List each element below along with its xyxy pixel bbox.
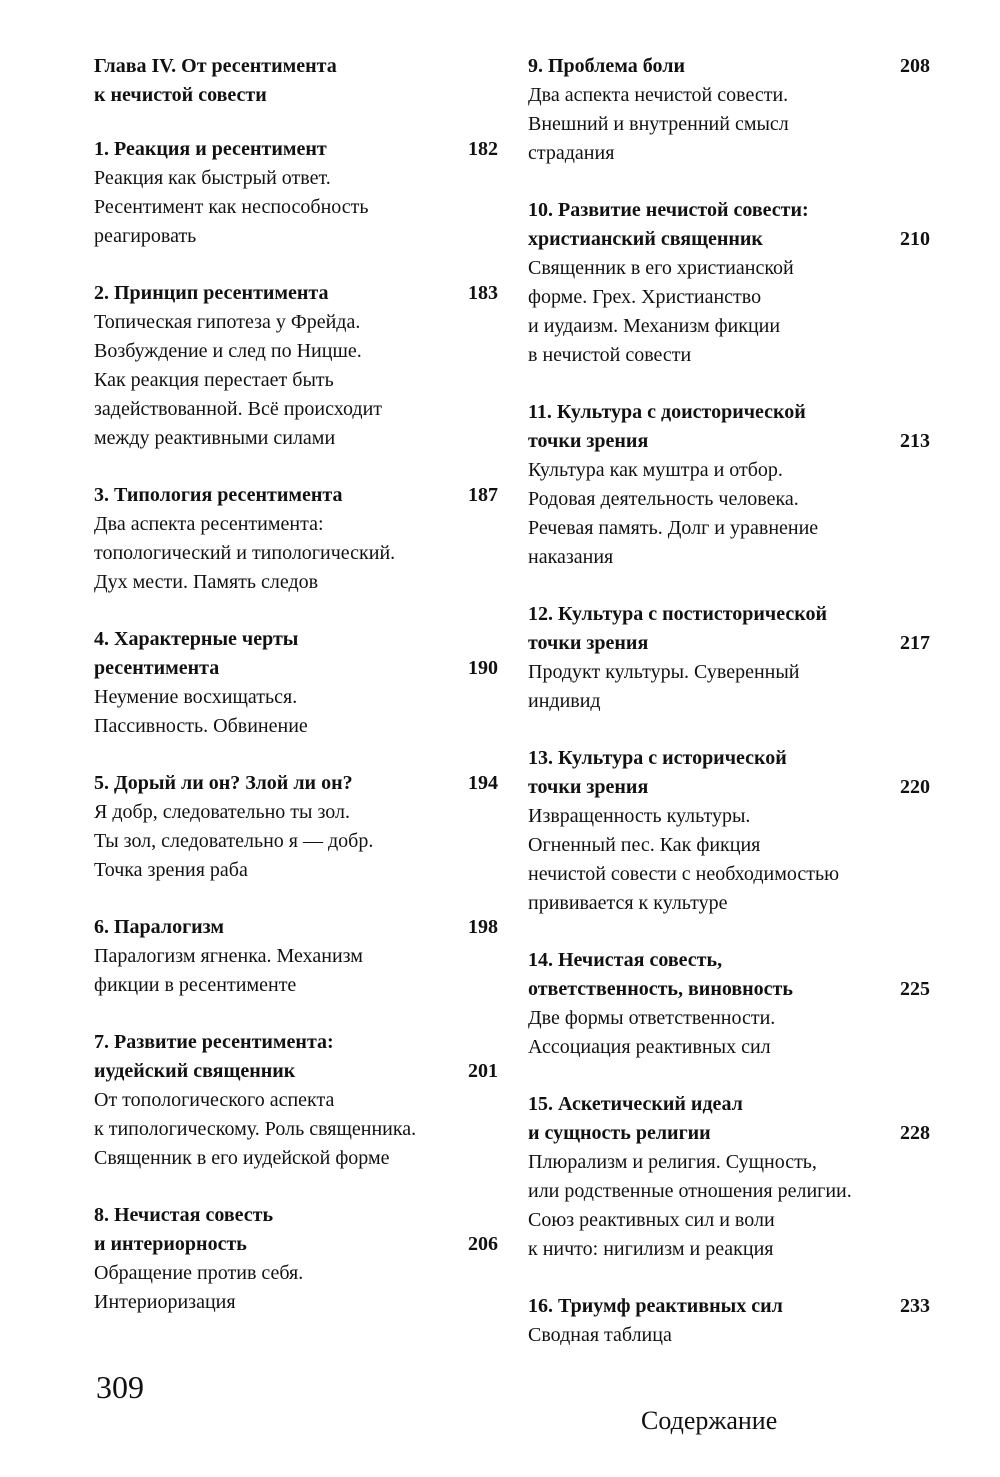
toc-entry-description-line: Паралогизм ягненка. Механизм [94,945,363,967]
toc-entry-description [94,308,498,453]
toc-entry-title-line: 1. Реакция и ресентимент [94,138,327,160]
toc-entry [94,1028,498,1173]
toc-entry-description-line: топологический и типологический. [94,542,396,564]
toc-entry-description-line: Обращение против себя. [94,1262,304,1284]
chapter-heading-line: Глава IV. От ресентимента [94,55,337,77]
toc-entry-description-line: Интериоризация [94,1291,236,1313]
toc-left-column [94,52,498,1345]
toc-entry-title-line: 14. Нечистая совесть, [528,949,723,971]
toc-entry-title-line: 11. Культура с доисторической [528,401,806,423]
toc-entry-description [528,1148,930,1264]
toc-entry-description-line: Родовая деятельность человека. [528,488,799,510]
toc-entry-title-line: 6. Паралогизм [94,916,225,938]
toc-entry [528,946,930,1062]
toc-entry [528,1090,930,1264]
running-head: Содержание [641,1406,778,1435]
toc-entry-title [94,1028,498,1086]
toc-entry-description-line: Неумение восхищаться. [94,686,298,708]
toc-entry-description-line: нечистой совести с необходимостью [528,863,840,885]
toc-entry-description-line: Реакция как быстрый ответ. [94,167,331,189]
toc-entry-description-line: Священник в его христианской [528,257,794,279]
toc-entry-description-line: Продукт культуры. Суверенный [528,661,800,683]
toc-entry-title [94,913,498,942]
chapter-heading [94,52,498,110]
toc-entry-page-number: 194 [468,772,498,794]
toc-entry-description [528,658,930,716]
toc-entry-title [94,625,498,683]
toc-entry-page-number: 182 [468,138,498,160]
toc-entry-title-line: 2. Принцип ресентимента [94,282,329,304]
toc-entry-title-line: 7. Развитие ресентимента: [94,1031,334,1053]
toc-entry-description-line: Ресентимент как неспособность [94,196,369,218]
toc-entry-description [94,942,498,1000]
toc-entry-page-number: 208 [900,55,930,77]
toc-entry-description-line: Возбуждение и след по Ницше. [94,340,362,362]
toc-entry-page-number: 198 [468,916,498,938]
toc-entry-description-line: наказания [528,546,614,568]
toc-entry-title-line: 16. Триумф реактивных сил [528,1295,783,1317]
toc-entry-description-line: Два аспекта нечистой совести. [528,84,789,106]
toc-entry-title [94,135,498,164]
toc-entry-title-line: 9. Проблема боли [528,55,685,77]
toc-entry-description-line: Ассоциация реактивных сил [528,1036,771,1058]
toc-entry-description-line: Я добр, следовательно ты зол. [94,801,350,823]
toc-entry-description [94,1259,498,1317]
toc-entry-description-line: и иудаизм. Механизм фикции [528,315,781,337]
toc-entry-description [528,802,930,918]
toc-entry-title [94,481,498,510]
toc-entry-page-number: 233 [900,1295,930,1317]
toc-entry-description-line: Как реакция перестает быть [94,369,334,391]
toc-entry-description-line: фикции в ресентименте [94,974,297,996]
toc-entry-description-line: страдания [528,142,615,164]
toc-entry [94,625,498,741]
toc-entry [94,481,498,597]
toc-entry [94,135,498,251]
toc-entry-description-line: к ничто: нигилизм и реакция [528,1238,774,1260]
toc-entry-title-line: 4. Характерные черты [94,628,299,650]
toc-entry-description [528,1321,930,1350]
toc-entry-description-line: между реактивными силами [94,427,336,449]
toc-entry-title [94,1201,498,1259]
toc-entry-title [528,1292,930,1321]
toc-entry-description-line: Сводная таблица [528,1324,672,1346]
toc-entry-title [528,946,930,1004]
toc-entry [528,1292,930,1350]
toc-entry-page-number: 201 [468,1060,498,1082]
toc-entry-description-line: Два аспекта ресентимента: [94,513,324,535]
toc-entry-title-line: 10. Развитие нечистой совести: [528,199,809,221]
toc-entry-title-line: точки зрения [528,430,649,452]
toc-entry-description-line: в нечистой совести [528,344,692,366]
toc-entry-page-number: 213 [900,430,930,452]
toc-entry-description-line: Культура как муштра и отбор. [528,459,783,481]
toc-entry-description-line: Дух мести. Память следов [94,571,319,593]
toc-entry [94,1201,498,1317]
toc-entry-page-number: 225 [900,978,930,1000]
toc-entry-description [94,798,498,885]
toc-entry [528,744,930,918]
toc-entry-title-line: ресентимента [94,657,220,679]
toc-entry-description [94,510,498,597]
toc-entry-title-line: иудейский священник [94,1060,296,1082]
toc-entry-description-line: задействованной. Всё происходит [94,398,383,420]
toc-entry-description-line: Две формы ответственности. [528,1007,776,1029]
toc-entry-title-line: 3. Типология ресентимента [94,484,343,506]
toc-entry-description-line: Ты зол, следовательно я — добр. [94,830,374,852]
toc-entry-description-line: Речевая память. Долг и уравнение [528,517,819,539]
toc-entry-page-number: 210 [900,228,930,250]
toc-entry-title [528,196,930,254]
toc-entry [528,398,930,572]
toc-entry-description [528,1004,930,1062]
toc-entry-description-line: От топологического аспекта [94,1089,335,1111]
toc-entry-description [528,254,930,370]
toc-entry-title [94,769,498,798]
toc-entry-title [528,600,930,658]
toc-entries-right [528,52,930,1350]
toc-entry-description-line: Точка зрения раба [94,859,248,881]
toc-entry-page-number: 206 [468,1233,498,1255]
toc-entry [528,196,930,370]
toc-entry-description-line: или родственные отношения религии. [528,1180,852,1202]
toc-entry-title-line: 15. Аскетический идеал [528,1093,743,1115]
toc-entry [528,600,930,716]
toc-entry-title [94,279,498,308]
toc-entry-title [528,52,930,81]
toc-entry [528,52,930,168]
toc-entry-description [528,456,930,572]
toc-entry-description-line: форме. Грех. Христианство [528,286,762,308]
toc-entry [94,769,498,885]
toc-entry-title [528,1090,930,1148]
toc-entry-description-line: Внешний и внутренний смысл [528,113,789,135]
toc-entry-title-line: и сущность религии [528,1122,711,1144]
toc-entry-title-line: христианский священник [528,228,763,250]
toc-entry-description [94,683,498,741]
toc-entry-description [528,81,930,168]
toc-entry-title-line: и интериорность [94,1233,247,1255]
toc-entry-description-line: Плюрализм и религия. Сущность, [528,1151,817,1173]
toc-entry [94,279,498,453]
toc-entry-title [528,744,930,802]
toc-entry-title-line: 12. Культура с постисторической [528,603,827,625]
toc-entry-page-number: 190 [468,657,498,679]
toc-entry-title-line: 8. Нечистая совесть [94,1204,274,1226]
toc-entry-description-line: Союз реактивных сил и воли [528,1209,775,1231]
toc-entry-page-number: 187 [468,484,498,506]
toc-entries-left [94,135,498,1317]
page-number: 309 [96,1369,144,1405]
toc-entry-description-line: к типологическому. Роль священника. [94,1118,417,1140]
toc-entry-page-number: 228 [900,1122,930,1144]
toc-entry-page-number: 220 [900,776,930,798]
toc-entry [94,913,498,1000]
toc-entry-description [94,164,498,251]
toc-entry-title-line: точки зрения [528,776,649,798]
toc-entry-page-number: 183 [468,282,498,304]
toc-entry-description-line: реагировать [94,225,197,247]
toc-entry-description-line: Священник в его иудейской форме [94,1147,390,1169]
toc-entry-description-line: Топическая гипотеза у Фрейда. [94,311,361,333]
chapter-heading-line: к нечистой совести [94,84,267,106]
toc-entry-title-line: точки зрения [528,632,649,654]
toc-right-column [528,52,930,1378]
toc-entry-description-line: прививается к культуре [528,892,728,914]
toc-entry-title-line: ответственность, виновность [528,978,793,1000]
toc-entry-description [94,1086,498,1173]
toc-entry-description-line: Извращенность культуры. [528,805,751,827]
toc-entry-page-number: 217 [900,632,930,654]
toc-entry-title [528,398,930,456]
toc-entry-description-line: индивид [528,690,601,712]
toc-entry-title-line: 13. Культура с исторической [528,747,787,769]
toc-entry-description-line: Огненный пес. Как фикция [528,834,761,856]
toc-entry-description-line: Пассивность. Обвинение [94,715,308,737]
toc-entry-title-line: 5. Дорый ли он? Злой ли он? [94,772,353,794]
